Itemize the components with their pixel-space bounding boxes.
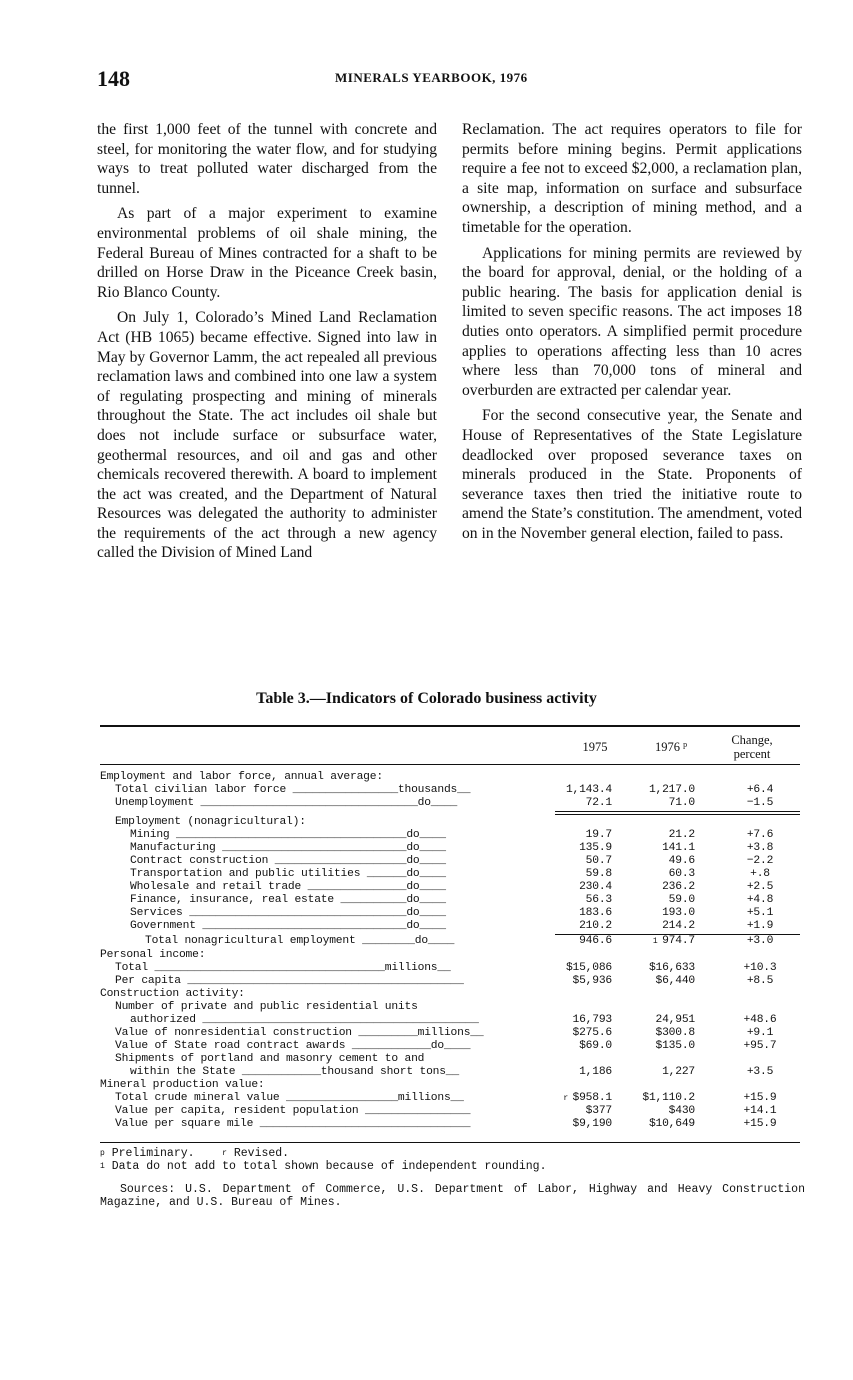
value-1975: 56.3 (585, 893, 612, 906)
value-change-percent: +15.9 (743, 1091, 777, 1104)
value-1975: $15,086 (565, 962, 612, 975)
value-change-percent: +3.0 (746, 935, 774, 948)
table-row (100, 855, 800, 868)
value-change-percent: +.8 (750, 867, 770, 880)
value-change-percent: +14.1 (743, 1104, 777, 1117)
value-1975: 50.7 (585, 854, 612, 867)
running-title: MINERALS YEARBOOK, 1976 (335, 70, 528, 85)
table-sources: Sources: U.S. Department of Commerce, U.S. Department of Labor, Highway and Heavy Construction Magazine, and U.S. Bureau of Mines. (100, 1183, 805, 1209)
column-header-1975: 1975 (582, 740, 608, 754)
value-1975: 16,793 (572, 1014, 612, 1027)
value-1976: 193.0 (662, 906, 695, 919)
paragraph: As part of a major experiment to examine environmental problems of oil shale mining, the Federal Bureau of Mines contracted for a shaft to be drilled on Horse Draw in the Piceance Creek basin, Rio Blanco County. (97, 205, 437, 301)
table-row (100, 894, 800, 907)
row-label: Personal income: (100, 949, 206, 962)
paragraph: On July 1, Colorado’s Mined Land Reclamation Act (HB 1065) became effective. Signed into law in May by Governor Lamm, the act repealed all previous reclamation laws and combined into one law a system of regulating prospecting and mining of minerals throughout the State. The act includes oil shale but does not include surface or subsurface water, geothermal resources, and oil and gas and other chemicals recovered therewith. A board to implement the act was created, and the Department of Natural Resources was delegated the authority to administer the requirements of the act through a new agency called the Division of Mined Land (97, 309, 437, 562)
value-1975: $^r$ $958.1 (563, 1091, 612, 1104)
value-1976: $1,110.2 (642, 1091, 695, 1104)
value-change-percent: +1.9 (746, 919, 774, 932)
value-change-percent: −1.5 (746, 796, 774, 809)
value-change-percent: +95.7 (743, 1040, 777, 1052)
table-row (100, 771, 800, 784)
table-row (100, 907, 800, 920)
value-change-percent: +3.8 (746, 841, 774, 854)
value-change-percent: +7.6 (746, 828, 774, 841)
row-label: Per capita __________________________________________ (115, 975, 464, 988)
row-label: Total nonagricultural employment ________do____ (145, 935, 455, 948)
value-1976: $^1$ 974.7 (652, 935, 695, 948)
value-1976: 214.2 (662, 919, 695, 932)
table-row (100, 881, 800, 894)
table-bottom-rule (100, 1142, 800, 1143)
row-label: Unemployment _________________________________do____ (115, 796, 458, 809)
value-1976: 59.0 (668, 893, 695, 906)
value-change-percent: +5.1 (746, 906, 774, 919)
value-1976: 21.2 (668, 828, 695, 841)
row-label: Transportation and public utilities ______do____ (130, 867, 446, 880)
row-label: Contract construction ____________________do____ (130, 854, 446, 867)
value-change-percent: +8.5 (746, 975, 774, 988)
value-1975: $377 (585, 1104, 612, 1117)
footnote-legend: $^p$ Preliminary. $^r$ Revised. (100, 1147, 290, 1160)
row-label: Total civilian labor force ________________thousands__ (115, 784, 471, 796)
subtotal-rule (555, 811, 800, 812)
value-1975: 210.2 (579, 919, 612, 932)
table-row (100, 1092, 800, 1105)
column-header-change: Change, percent (731, 733, 773, 761)
value-1975: 183.6 (579, 906, 612, 919)
table-top-rule (100, 725, 800, 727)
paragraph: For the second consecutive year, the Senate and House of Representatives of the State Legislature deadlocked over proposed severance taxes on minerals produced in the State. Proponents of severance taxes then tried the initiative route to amend the State’s constitution. The amendment, voted on in the November general election, failed to pass. (462, 407, 802, 542)
row-label: Manufacturing ____________________________do____ (130, 841, 446, 854)
table-row (100, 1066, 800, 1079)
table-row (100, 975, 800, 988)
value-1975: 19.7 (585, 828, 612, 841)
table-row (100, 1118, 800, 1131)
table-row (100, 829, 800, 842)
value-1976: 24,951 (655, 1014, 695, 1027)
row-label: Finance, insurance, real estate __________do____ (130, 893, 446, 906)
value-1975: 946.6 (579, 935, 612, 948)
table-row (100, 988, 800, 1001)
row-label: Value per square mile ________________________________ (115, 1117, 471, 1130)
row-label: Mining ___________________________________do____ (130, 828, 446, 841)
value-change-percent: +6.4 (746, 784, 774, 796)
value-1976: 71.0 (668, 796, 695, 809)
value-change-percent: +15.9 (743, 1117, 777, 1130)
page-number: 148 (97, 66, 130, 91)
table-row (100, 1027, 800, 1040)
footnote-1: $^1$ Data do not add to total shown because of independent rounding. (100, 1160, 547, 1173)
right-text-column (462, 120, 802, 549)
value-1975: $9,190 (572, 1117, 612, 1130)
header-rule (100, 764, 800, 765)
column-header-1976: 1976 $^p$ (654, 740, 688, 754)
table-row (100, 962, 800, 975)
value-1976: 236.2 (662, 880, 695, 893)
value-1975: $275.6 (572, 1027, 612, 1040)
value-change-percent: +10.3 (743, 962, 777, 975)
table-row (100, 920, 800, 933)
value-1976: 141.1 (662, 841, 695, 854)
value-1975: 72.1 (585, 796, 612, 809)
left-text-column (97, 120, 437, 569)
value-1976: 1,217.0 (648, 784, 695, 796)
table-row (100, 935, 800, 948)
row-label: Number of private and public residential units (115, 1001, 418, 1014)
paragraph: Applications for mining permits are reviewed by the board for approval, denial, or the holding of a public hearing. The basis for application denial is limited to seven specific reasons. The act imposes 18 duties onto operators. A simplified permit procedure applies to operations affecting less than 10 acres where less than 70,000 tons of mineral and overburden are extracted per calendar year. (462, 244, 802, 399)
paragraph: the first 1,000 feet of the tunnel with concrete and steel, for monitoring the water flow, and for studying ways to treat polluted water discharged from the tunnel. (97, 121, 437, 197)
value-1976: $430 (668, 1104, 695, 1117)
table-title: Table 3.—Indicators of Colorado business activity (256, 690, 597, 707)
row-label: Shipments of portland and masonry cement to and (115, 1053, 425, 1065)
table-row (100, 784, 800, 797)
value-change-percent: +4.8 (746, 893, 774, 906)
row-label: Employment and labor force, annual average: (100, 771, 383, 783)
value-1976: $16,633 (648, 962, 695, 975)
value-1976: 60.3 (668, 867, 695, 880)
table-row (100, 868, 800, 881)
value-change-percent: +9.1 (746, 1027, 774, 1040)
table-row (100, 816, 800, 829)
row-label: Services _________________________________do____ (130, 906, 446, 919)
value-1976: $10,649 (648, 1117, 695, 1130)
value-1975: 1,143.4 (565, 784, 612, 796)
table-row (100, 842, 800, 855)
value-1975: 59.8 (585, 867, 612, 880)
table-row (100, 1079, 800, 1092)
row-label: Employment (nonagricultural): (115, 815, 306, 828)
row-label: Wholesale and retail trade _______________do____ (130, 880, 446, 893)
value-1976: 1,227 (662, 1065, 695, 1078)
value-change-percent: +2.5 (746, 880, 774, 893)
row-label: Total crude mineral value _________________millions__ (115, 1091, 464, 1104)
value-1976: $135.0 (655, 1040, 695, 1052)
row-label: Construction activity: (100, 988, 245, 1001)
value-1975: $5,936 (572, 975, 612, 988)
value-1976: $6,440 (655, 975, 695, 988)
paragraph: Reclamation. The act requires operators to file for permits before mining begins. Permit applications require a fee not to exceed $2,000, a reclamation plan, a site map, information on surface and subsurface ownership, a description of mining method, and a timetable for the operation. (462, 121, 802, 236)
row-label: Value per capita, resident population ________________ (115, 1104, 471, 1117)
value-1975: 135.9 (579, 841, 612, 854)
table-row (100, 1001, 800, 1014)
table-row (100, 1014, 800, 1027)
table-row (100, 1105, 800, 1118)
value-1976: 49.6 (668, 854, 695, 867)
table-row (100, 1040, 800, 1053)
value-1975: $69.0 (579, 1040, 612, 1052)
value-1975: 230.4 (579, 880, 612, 893)
row-label: within the State ____________thousand short tons__ (130, 1065, 459, 1078)
table-row (100, 1053, 800, 1066)
row-label: Value of State road contract awards ____________do____ (115, 1040, 471, 1052)
value-change-percent: +3.5 (746, 1065, 774, 1078)
value-change-percent: +48.6 (743, 1014, 777, 1027)
value-1975: 1,186 (579, 1065, 612, 1078)
table-row (100, 949, 800, 962)
row-label: Mineral production value: (100, 1078, 265, 1091)
value-1976: $300.8 (655, 1027, 695, 1040)
value-change-percent: −2.2 (746, 854, 774, 867)
row-label: Value of nonresidential construction _________millions__ (115, 1027, 484, 1040)
row-label: authorized __________________________________________ (130, 1014, 479, 1027)
row-label: Total ___________________________________millions__ (115, 962, 451, 975)
row-label: Government _______________________________do____ (130, 919, 446, 932)
table-row (100, 797, 800, 810)
